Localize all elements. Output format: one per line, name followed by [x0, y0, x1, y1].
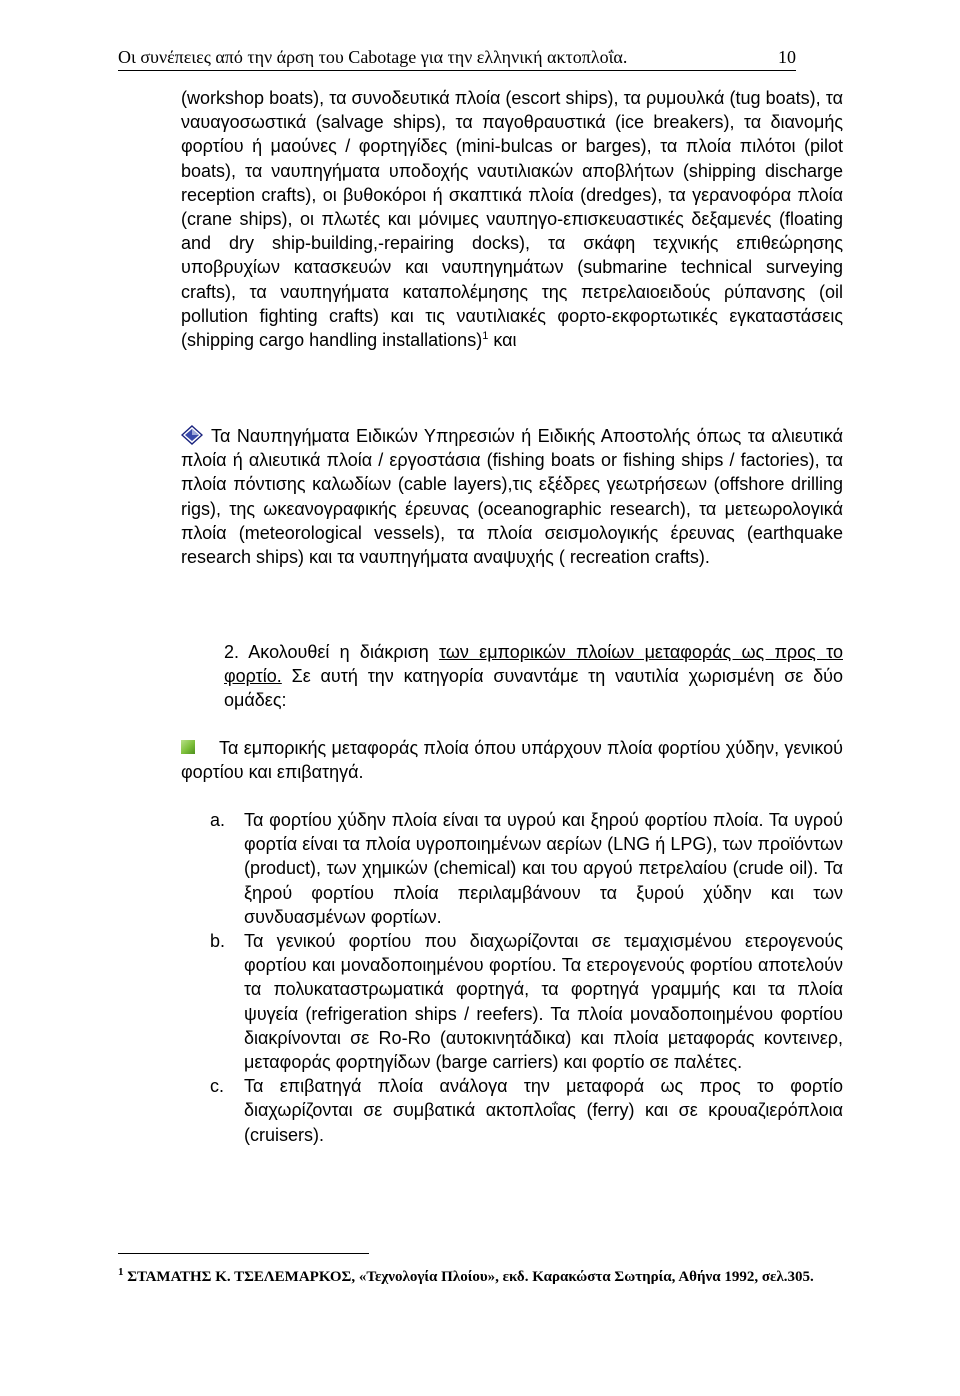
paragraph-cargo-classification [224, 640, 843, 713]
green-square-bullet-icon [181, 740, 195, 754]
list-item [210, 1074, 843, 1147]
diamond-bullet-icon [181, 425, 203, 445]
footnote-number: 1 [118, 1266, 124, 1278]
list-letter: b. [210, 931, 226, 952]
vessel-category-list [210, 808, 843, 1147]
list-letter: a. [210, 810, 226, 830]
paragraph-text: Τα εμπορικής μεταφοράς πλοία όπου υπάρχουν πλοία φορτίου χύδην, γενικού φορτίου και επιβατηγά. [181, 738, 843, 783]
paragraph-text: Τα Ναυπηγήματα Ειδικών Υπηρεσιών ή Ειδικής Αποστολής όπως τα αλιευτικά πλοία ή αλιευτικά πλοία / εργοστάσια (fishing boats or fishing ships / factories), τα πλοία πόντισης καλωδίων (cable layers),τις εξέδρες γεωτρήσεων (offshore drilling rigs), της ωκεανογραφικής έρευνας (oceanographic research), τα μετεωρολογικά πλοία (meteorological vessels), τα πλοία σεισμολογικής έρευνας (earthquake research ships) και τα ναυπηγήματα αναψυχής ( recreation crafts). [181, 426, 843, 568]
footnote-text: ΣΤΑΜΑΤΗΣ Κ. ΤΣΕΛΕΜΑΡΚΟΣ, «Τεχνολογία Πλοίου», εκδ. Καρακώστα Σωτηρία, Αθήνα 1992, σελ.305. [123, 1269, 814, 1285]
list-item-text: Τα γενικού φορτίου που διαχωρίζονται σε τεμαχισμένου ετερογενούς φορτίου και μοναδοποιημένου φορτίου. Τα ετερογενούς φορτίου αποτελούν τα πολυκαταστρωματικά φορτηγά, τα φορτηγά γραμμής και τα πλοία ψυγεία (refrigeration ships / reefers). Τα πλοία μοναδοποιημένου φορτίου διακρίνονται σε Ro-Ro (αυτοκινητάδικα) και πλοία μεταφοράς κοντεινερ, μεταφοράς φορτηγίδων (barge carriers) και φορτίο σε παλέτες. [244, 931, 843, 1073]
list-item-text: Τα φορτίου χύδην πλοία είναι τα υγρού και ξηρού φορτίου πλοία. Τα υγρού φορτία είναι τα πλοία υγροποιημένων αερίων (LNG ή LPG), των προϊόντων (product), των χημικών (chemical) και του αργού πετρελαίου (crude oil). Τα ξηρού φορτίου πλοία περιλαμβάνουν τα ξυρού χύδην και των συνδυασμένων φορτίων. [244, 810, 843, 927]
paragraph-lead: Ακολουθεί η διάκριση [248, 642, 439, 662]
paragraph-text: (workshop boats), τα συνοδευτικά πλοία (escort ships), τα ρυμουλκά (tug boats), τα ναυαγοσωστικά (salvage ships), τα παγοθραυστικά (ice breakers), τα διανομής φορτίου ή μαούνες / φορτηγίδες (mini-bulcas or barges), τα πλοία πιλότοι (pilot boats), τα ναυπηγήματα υποδοχής ναυτιλιακών αποβλήτων (shipping discharge reception crafts), οι βυθοκόροι ή σκαπτικά πλοία (dredges), τα γερανοφόρα πλοία (crane ships), οι πλωτές και μόνιμες ναυπηγο-επισκευαστικές δεξαμενές (floating and dry ship-building,-repairing docks), τα σκάφη τεχνικής επιθεώρησης υποβρυχίων κατασκευών και ναυπηγημάτων (submarine technical surveying crafts), τα ναυπηγήματα καταπολέμησης της πετρελαιοειδούς ρύπανσης (oil pollution fighting crafts) και τις ναυτιλιακές φορτο-εκφορτωτικές εγκαταστάσεις (shipping cargo handling installations) [181, 88, 843, 351]
list-item-text: Τα επιβατηγά πλοία ανάλογα την μεταφορά ως προς το φορτίο διαχωρίζονται σε συμβατικά ακτοπλοΐας (ferry) και σε κρουαζιερόπλοια (cruisers). [244, 1076, 843, 1145]
header-title: Οι συνέπειες από την άρση του Cabotage για την ελληνική ακτοπλοΐα. [118, 47, 628, 67]
paragraph-special-services [181, 424, 843, 569]
footnote [118, 1266, 842, 1288]
page-header [118, 46, 796, 71]
list-item [210, 929, 843, 1074]
footnote-reference[interactable]: 1 [482, 330, 489, 343]
list-letter: c. [210, 1076, 225, 1097]
list-item [210, 808, 843, 929]
underlined-heading: των εμπορικών πλοίων μεταφοράς ως προς το φορτίο. [224, 642, 843, 687]
paragraph-rest: Σε αυτή την κατηγορία συναντάμε τη ναυτιλία χωρισμένη σε δύο ομάδες: [224, 666, 843, 711]
page-number: 10 [778, 47, 796, 67]
paragraph-tail: και [488, 330, 517, 351]
paragraph-merchant-transport [181, 736, 843, 784]
section-number: 2. [224, 642, 240, 662]
footnote-separator [118, 1253, 369, 1254]
paragraph-vessel-types [181, 86, 843, 352]
